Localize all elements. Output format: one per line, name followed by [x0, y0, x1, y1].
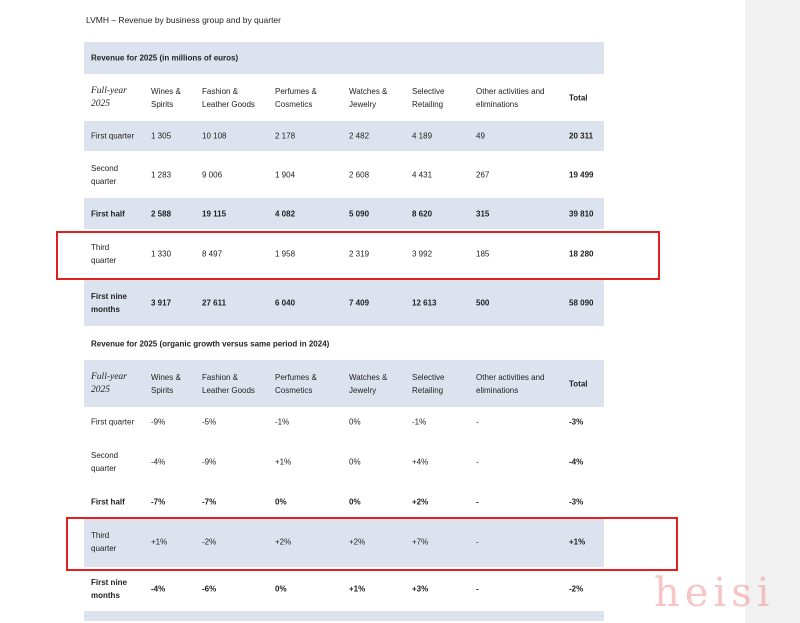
table-header-row	[84, 74, 604, 121]
page-title: LVMH – Revenue by business group and by quarter	[86, 15, 281, 25]
table-cell: 19 499	[569, 170, 594, 179]
table-cell: 19 115	[202, 209, 227, 218]
table-cell: 2 319	[349, 249, 370, 259]
table-cell: -6%	[202, 584, 217, 594]
table-row	[84, 279, 604, 326]
table-title-row	[84, 42, 604, 74]
table-cell: 58 090	[569, 298, 594, 307]
table-cell: -4%	[569, 457, 584, 467]
table-cell: 1 958	[275, 249, 296, 259]
table-cell: +2%	[412, 497, 429, 507]
table-cell: 2 588	[151, 209, 172, 218]
table-cell: -	[476, 537, 479, 547]
column-header: Total	[569, 93, 588, 102]
table-cell: 1 904	[275, 170, 296, 179]
table-cell: +2%	[275, 537, 292, 547]
period-header: Full-year 2025	[91, 371, 127, 395]
column-header: Watches & Jewelry	[349, 372, 388, 395]
table-cell: -7%	[202, 497, 217, 507]
table-cell: +2%	[349, 537, 366, 547]
column-header: Perfumes & Cosmetics	[275, 372, 317, 395]
table-cell: 3 992	[412, 249, 433, 259]
table-cell: 49	[476, 131, 485, 141]
table-row	[84, 517, 604, 567]
table-cell: 6 040	[275, 298, 296, 307]
table-title-row	[84, 328, 604, 360]
table-cell: 0%	[349, 417, 361, 427]
table-cell: 267	[476, 170, 490, 179]
table-cell: +3%	[412, 584, 429, 594]
table-cell: 0%	[275, 584, 287, 594]
row-label: Third quarter	[91, 243, 117, 265]
table-cell: 39 810	[569, 209, 594, 218]
table-cell: 12 613	[412, 298, 437, 307]
table-cell: -9%	[151, 417, 166, 427]
table-cell: 27 611	[202, 298, 227, 307]
table-cell: -	[476, 584, 479, 594]
table-cell: -	[476, 457, 479, 467]
table-cell: -2%	[202, 537, 217, 547]
table-cell: 5 090	[349, 209, 370, 218]
table-row	[84, 567, 604, 611]
table-cell: -5%	[202, 417, 217, 427]
table-cell: -3%	[569, 417, 584, 427]
column-header: Wines & Spirits	[151, 86, 181, 109]
row-label: First half	[91, 209, 125, 218]
row-label: First nine months	[91, 291, 128, 314]
table-row	[84, 151, 604, 198]
table-cell: -	[476, 497, 479, 507]
table-cell: 0%	[275, 497, 287, 507]
table-cell: +1%	[151, 537, 168, 547]
table-cell: 0%	[349, 457, 361, 467]
table-cell: -2%	[569, 584, 584, 594]
column-header: Fashion & Leather Goods	[202, 86, 255, 109]
column-header: Selective Retailing	[412, 86, 445, 109]
column-header: Wines & Spirits	[151, 372, 181, 395]
table-cell: 9 006	[202, 170, 223, 179]
table-cell: 500	[476, 298, 490, 307]
table-cell: 4 082	[275, 209, 296, 218]
table-cell: 7 409	[349, 298, 370, 307]
table-cell: 8 497	[202, 249, 223, 259]
table-row	[84, 407, 604, 437]
period-header: Full-year 2025	[91, 85, 127, 109]
table-cell: 20 311	[569, 131, 594, 141]
table-cell: -9%	[202, 457, 217, 467]
table-cell: -3%	[569, 497, 584, 507]
column-header: Perfumes & Cosmetics	[275, 86, 317, 109]
table-cell: 10 108	[202, 131, 227, 141]
organic-growth-table	[84, 328, 604, 621]
table-cell: +7%	[412, 537, 429, 547]
table-header-row	[84, 360, 604, 407]
table-cell: 2 178	[275, 131, 296, 141]
table-cell: +1%	[569, 537, 586, 547]
table-cell: -1%	[275, 417, 290, 427]
column-header: Total	[569, 379, 588, 388]
table-cell: -4%	[151, 457, 166, 467]
table-cell: -4%	[151, 584, 166, 594]
table-row	[84, 487, 604, 517]
table-cell: +4%	[412, 457, 429, 467]
row-label: Third quarter	[91, 531, 117, 553]
table-cell: 1 283	[151, 170, 172, 179]
column-header: Other activities and eliminations	[476, 86, 545, 109]
table-cell: -7%	[151, 497, 166, 507]
column-header: Fashion & Leather Goods	[202, 372, 255, 395]
table-row	[84, 121, 604, 151]
table-cell: 3 917	[151, 298, 172, 307]
row-label: Second quarter	[91, 163, 119, 186]
row-label: First half	[91, 497, 125, 507]
table-cell: 4 189	[412, 131, 433, 141]
table-row-partial	[84, 611, 604, 621]
side-panel	[745, 0, 800, 623]
table-row	[84, 198, 604, 229]
row-label: Second quarter	[91, 451, 119, 473]
table-cell: -1%	[412, 417, 427, 427]
column-header: Selective Retailing	[412, 372, 445, 395]
row-label: First quarter	[91, 417, 135, 427]
table-cell: 1 305	[151, 131, 172, 141]
table-cell: -	[476, 417, 479, 427]
table-cell: +1%	[349, 584, 366, 594]
table-cell: 0%	[349, 497, 361, 507]
watermark: heisi	[654, 570, 775, 616]
row-label: First quarter	[91, 131, 135, 141]
column-header: Other activities and eliminations	[476, 372, 545, 395]
table-row	[84, 437, 604, 487]
table-cell: +1%	[275, 457, 292, 467]
table-cell: 1 330	[151, 249, 172, 259]
revenue-table	[84, 42, 604, 326]
table-cell: 8 620	[412, 209, 433, 218]
table-cell: 18 280	[569, 249, 594, 259]
table-title: Revenue for 2025 (in millions of euros)	[91, 53, 239, 63]
table-cell: 4 431	[412, 170, 433, 179]
row-label: First nine months	[91, 578, 128, 600]
table-cell: 185	[476, 249, 490, 259]
table-cell: 315	[476, 209, 490, 218]
table-title: Revenue for 2025 (organic growth versus same period in 2024)	[91, 339, 330, 349]
table-row	[84, 229, 604, 279]
table-cell: 2 482	[349, 131, 370, 141]
table-cell: 2 608	[349, 170, 370, 179]
column-header: Watches & Jewelry	[349, 86, 388, 109]
